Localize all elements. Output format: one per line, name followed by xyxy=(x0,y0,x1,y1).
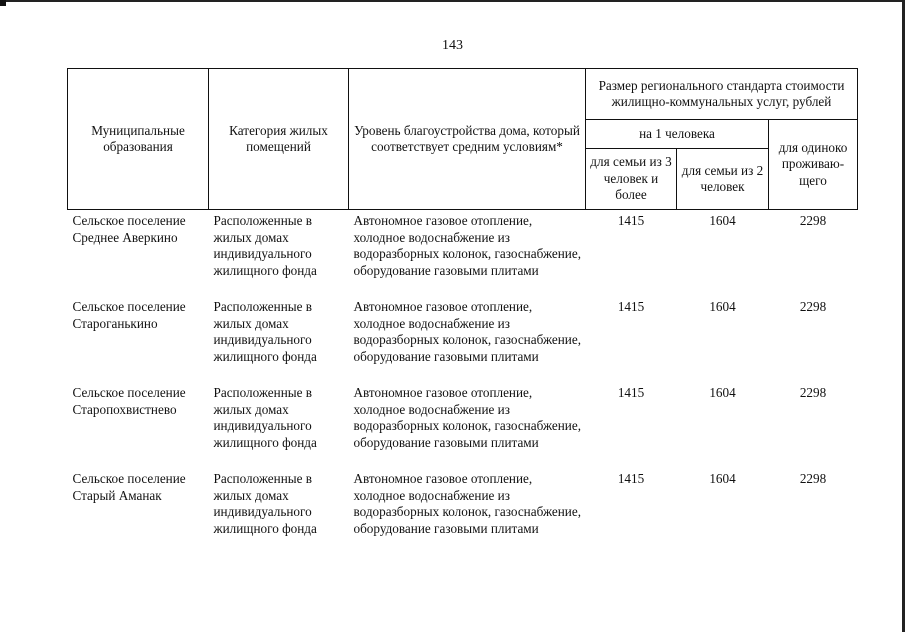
housing-standard-table xyxy=(67,68,858,554)
cell-single: 2298 xyxy=(799,385,827,400)
cell-category: Расположенные в жилых домах индивидуального жилищного фонда xyxy=(213,471,317,536)
scan-corner-mark xyxy=(0,0,6,6)
cell-municipality: Сельское поселение Старый Аманак xyxy=(72,471,186,503)
header-family3: для семьи из 3 человек и более xyxy=(586,149,677,210)
table-header xyxy=(68,69,858,210)
cell-category: Расположенные в жилых домах индивидуального жилищного фонда xyxy=(213,213,317,278)
page-number: 143 xyxy=(442,38,463,53)
cell-family3: 1415 xyxy=(617,385,645,400)
cell-family2: 1604 xyxy=(709,385,736,400)
cell-family3: 1415 xyxy=(617,213,645,228)
header-municipal: Муниципальные образования xyxy=(68,69,209,210)
header-standard-size: Размер регионального стандарта стоимости жилищно-коммунальных услуг, рублей xyxy=(586,69,858,120)
cell-level: Автономное газовое отопление, холодное водоснабжение из водоразборных колонок, газоснабжение, оборудование газовыми плитами xyxy=(353,213,582,278)
cell-municipality: Сельское поселение Староганькино xyxy=(72,299,186,331)
cell-single: 2298 xyxy=(799,213,827,228)
table-body xyxy=(68,210,858,555)
cell-family2: 1604 xyxy=(709,213,736,228)
scan-border-top xyxy=(0,0,905,2)
cell-single: 2298 xyxy=(799,471,827,486)
cell-family3: 1415 xyxy=(617,299,645,314)
cell-family2: 1604 xyxy=(709,471,736,486)
cell-level: Автономное газовое отопление, холодное водоснабжение из водоразборных колонок, газоснабжение, оборудование газовыми плитами xyxy=(353,299,582,364)
cell-family3: 1415 xyxy=(617,471,645,486)
table-row xyxy=(68,468,858,554)
table-row xyxy=(68,210,858,297)
cell-level: Автономное газовое отопление, холодное водоснабжение из водоразборных колонок, газоснабжение, оборудование газовыми плитами xyxy=(353,471,582,536)
cell-municipality: Сельское поселение Среднее Аверкино xyxy=(72,213,186,245)
cell-category: Расположенные в жилых домах индивидуального жилищного фонда xyxy=(213,385,317,450)
cell-level: Автономное газовое отопление, холодное водоснабжение из водоразборных колонок, газоснабжение, оборудование газовыми плитами xyxy=(353,385,582,450)
cell-category: Расположенные в жилых домах индивидуального жилищного фонда xyxy=(213,299,317,364)
header-level: Уровень благоустройства дома, который соответствует средним условиям* xyxy=(349,69,586,210)
header-category: Категория жилых помещений xyxy=(209,69,349,210)
cell-single: 2298 xyxy=(799,299,827,314)
header-per-person: на 1 человека xyxy=(586,120,769,149)
header-single: для одиноко проживаю-щего xyxy=(769,120,858,210)
cell-family2: 1604 xyxy=(709,299,736,314)
cell-municipality: Сельское поселение Старопохвистнево xyxy=(72,385,186,417)
header-family2: для семьи из 2 человек xyxy=(677,149,769,210)
table-row xyxy=(68,382,858,468)
table-row xyxy=(68,296,858,382)
